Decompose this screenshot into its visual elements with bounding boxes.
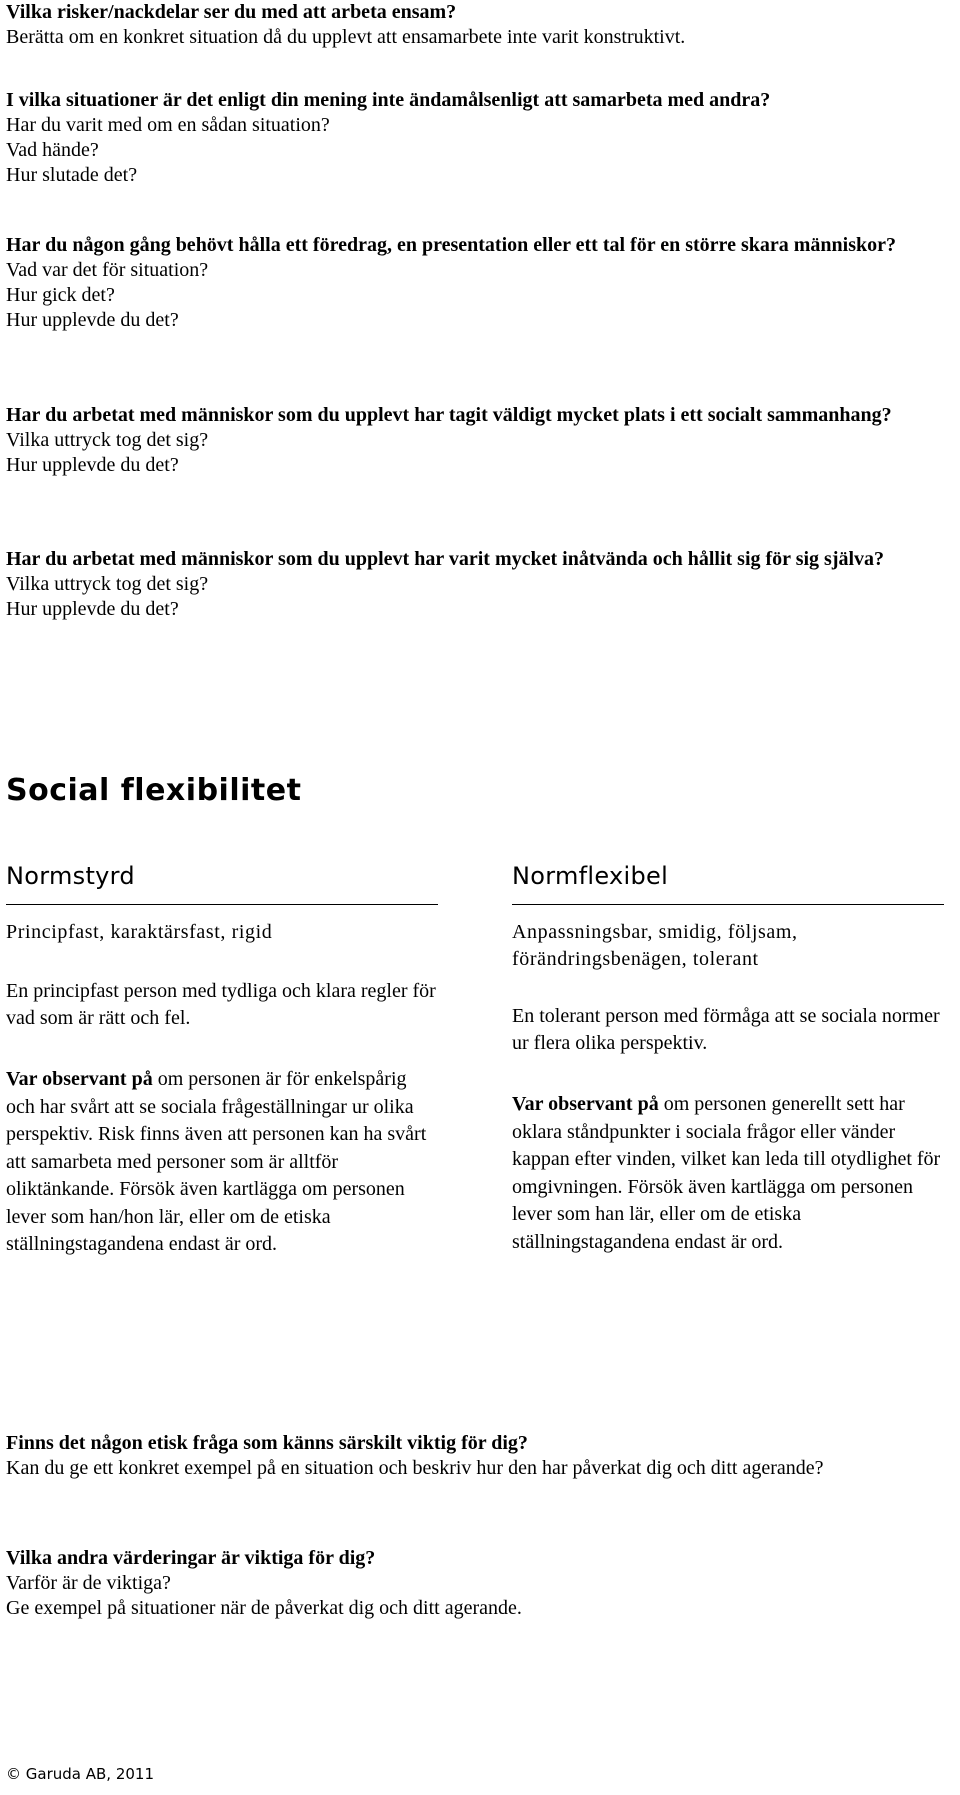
question-line: Ge exempel på situationer när de påverkat dig och ditt agerande.: [6, 1597, 522, 1619]
question-heading: Vilka risker/nackdelar ser du med att arbeta ensam?: [6, 1, 457, 23]
question-line: Hur slutade det?: [6, 164, 138, 186]
column-description: En tolerant person med förmåga att se sociala normer ur flera olika perspektiv.: [512, 1005, 940, 1054]
question-heading: Finns det någon etisk fråga som känns särskilt viktig för dig?: [6, 1432, 528, 1454]
column-warning: [6, 1066, 438, 1259]
question-line: Hur upplevde du det?: [6, 309, 179, 331]
question-heading: Har du arbetat med människor som du upplevt har varit mycket inåtvända och hållit sig för sig själva?: [6, 548, 885, 570]
question-line: Vilka uttryck tog det sig?: [6, 429, 209, 451]
copyright-footer: © Garuda AB, 2011: [6, 1765, 155, 1783]
column-warning: [512, 1091, 944, 1256]
warning-text: om personen är för enkelspårig och har svårt att se sociala frågeställningar ur olika perspektiv. Risk finns även att personen kan ha svårt att samarbeta med personer som är alltför oliktänkande. Försök även kartlägga om personen lever som han/hon lär, eller om de etiska ställningstagandena endast är ord.: [6, 1068, 427, 1255]
question-line: Vad var det för situation?: [6, 259, 209, 281]
column-heading: Normflexibel: [512, 862, 669, 890]
question-heading: Vilka andra värderingar är viktiga för dig?: [6, 1547, 376, 1569]
question-block-1: [6, 0, 946, 50]
question-line: Hur upplevde du det?: [6, 598, 179, 620]
heading-rule: [512, 904, 944, 905]
heading-rule: [6, 904, 438, 905]
question-block-3: [6, 233, 946, 333]
question-block-4: [6, 403, 946, 478]
warning-label: Var observant på: [6, 1068, 153, 1090]
question-line: Berätta om en konkret situation då du upplevt att ensamarbete inte varit konstruktivt.: [6, 26, 686, 48]
question-heading: Har du någon gång behövt hålla ett föredrag, en presentation eller ett tal för en större skara människor?: [6, 234, 896, 256]
question-heading: I vilka situationer är det enligt din mening inte ändamålsenligt att samarbeta med andra?: [6, 89, 771, 111]
question-line: Vilka uttryck tog det sig?: [6, 573, 209, 595]
question-line: Kan du ge ett konkret exempel på en situation och beskriv hur den har påverkat dig och ditt agerande?: [6, 1457, 824, 1479]
question-line: Har du varit med om en sådan situation?: [6, 114, 330, 136]
question-block-6: [6, 1431, 946, 1481]
warning-label: Var observant på: [512, 1093, 659, 1115]
question-block-7: [6, 1546, 946, 1621]
column-normflexibel: [512, 858, 944, 1256]
column-heading: Normstyrd: [6, 862, 135, 890]
warning-text: om personen generellt sett har oklara ståndpunkter i sociala frågor eller vänder kappan efter vinden, vilket kan leda till otydlighet för omgivningen. Försök även kartlägga om personen lever som han lär, eller om de etiska ställningstagandena endast är ord.: [512, 1093, 941, 1253]
question-line: Varför är de viktiga?: [6, 1572, 171, 1594]
column-normstyrd: [6, 858, 438, 1259]
section-title: Social flexibilitet: [6, 773, 302, 808]
column-description: En principfast person med tydliga och klara regler för vad som är rätt och fel.: [6, 980, 436, 1029]
question-block-2: [6, 88, 946, 188]
question-line: Vad hände?: [6, 139, 99, 161]
question-heading: Har du arbetat med människor som du upplevt har tagit väldigt mycket plats i ett socialt sammanhang?: [6, 404, 892, 426]
column-traits: Anpassningsbar, smidig, följsam, förändringsbenägen, tolerant: [512, 921, 798, 970]
column-traits: Principfast, karaktärsfast, rigid: [6, 921, 273, 943]
question-block-5: [6, 547, 946, 622]
question-line: Hur upplevde du det?: [6, 454, 179, 476]
question-line: Hur gick det?: [6, 284, 115, 306]
